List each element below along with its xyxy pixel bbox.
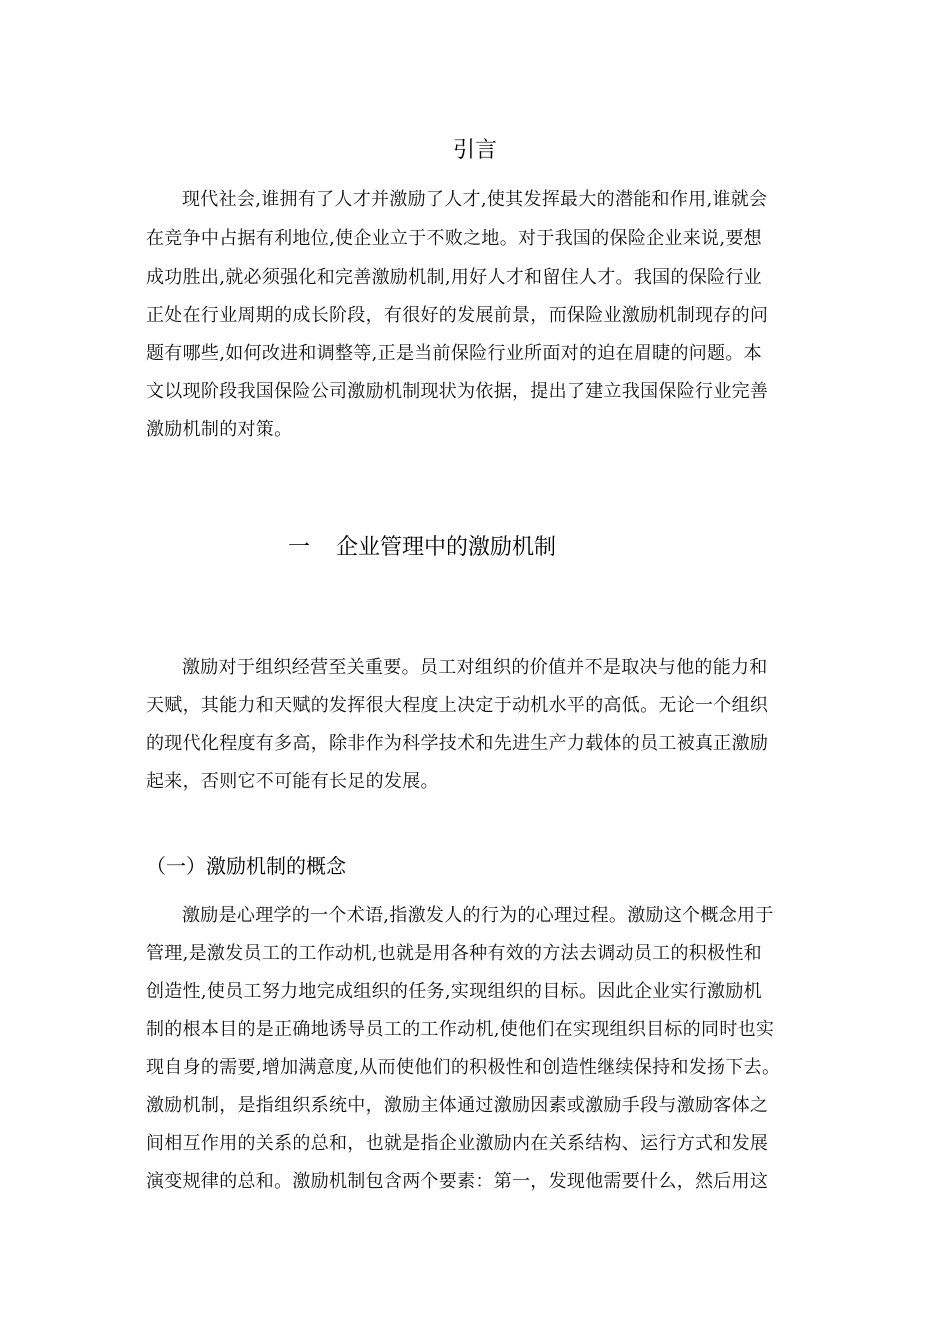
section-paragraph-line: 现自身的需要,增加满意度,从而使他们的积极性和创造性继续保持和发扬下去。	[146, 1057, 781, 1078]
chapter-paragraph-line: 的现代化程度有多高，除非作为科学技术和先进生产力载体的员工被真正激励	[146, 733, 769, 754]
intro-paragraph-line: 在竞争中占据有利地位,使企业立于不败之地。对于我国的保险企业来说,要想	[146, 228, 762, 249]
section-paragraph-line: 激励机制，是指组织系统中，激励主体通过激励因素或激励手段与激励客体之	[146, 1095, 769, 1116]
intro-paragraph-line: 激励机制的对策。	[146, 419, 293, 440]
intro-heading: 引言	[452, 138, 497, 163]
section-paragraph-line: 激励是心理学的一个术语,指激发人的行为的心理过程。激励这个概念用于	[182, 905, 774, 926]
chapter-paragraph-line: 起来，否则它不可能有长足的发展。	[146, 771, 439, 792]
chapter-paragraph-line: 激励对于组织经营至关重要。员工对组织的价值并不是取决与他的能力和	[182, 657, 768, 678]
chapter-heading	[288, 533, 556, 563]
intro-paragraph-line: 正处在行业周期的成长阶段，有很好的发展前景，而保险业激励机制现存的问	[146, 305, 769, 326]
section-paragraph-line: 创造性,使员工努力地完成组织的任务,实现组织的目标。因此企业实行激励机	[146, 981, 762, 1002]
intro-paragraph-line: 现代社会,谁拥有了人才并激励了人才,使其发挥最大的潜能和作用,谁就会	[182, 189, 768, 210]
section-heading: （一）激励机制的概念	[146, 854, 346, 878]
chapter-paragraph-line: 天赋，其能力和天赋的发挥很大程度上决定于动机水平的高低。无论一个组织	[146, 695, 769, 716]
section-paragraph-line: 演变规律的总和。激励机制包含两个要素：第一，发现他需要什么，然后用这	[146, 1171, 769, 1192]
section-paragraph-line: 管理,是激发员工的工作动机,也就是用各种有效的方法去调动员工的积极性和	[146, 943, 762, 964]
section-paragraph-line: 间相互作用的关系的总和，也就是指企业激励内在关系结构、运行方式和发展	[146, 1133, 769, 1154]
chapter-number: 一	[288, 535, 311, 560]
intro-paragraph-line: 文以现阶段我国保险公司激励机制现状为依据，提出了建立我国保险行业完善	[146, 381, 769, 402]
intro-paragraph-line: 题有哪些,如何改进和调整等,正是当前保险行业所面对的迫在眉睫的问题。本	[146, 343, 762, 364]
section-paragraph-line: 制的根本目的是正确地诱导员工的工作动机,使他们在实现组织目标的同时也实	[146, 1019, 775, 1040]
intro-paragraph-line: 成功胜出,就必须强化和完善激励机制,用好人才和留住人才。我国的保险行业	[146, 267, 762, 288]
chapter-title-text: 企业管理中的激励机制	[336, 535, 557, 560]
